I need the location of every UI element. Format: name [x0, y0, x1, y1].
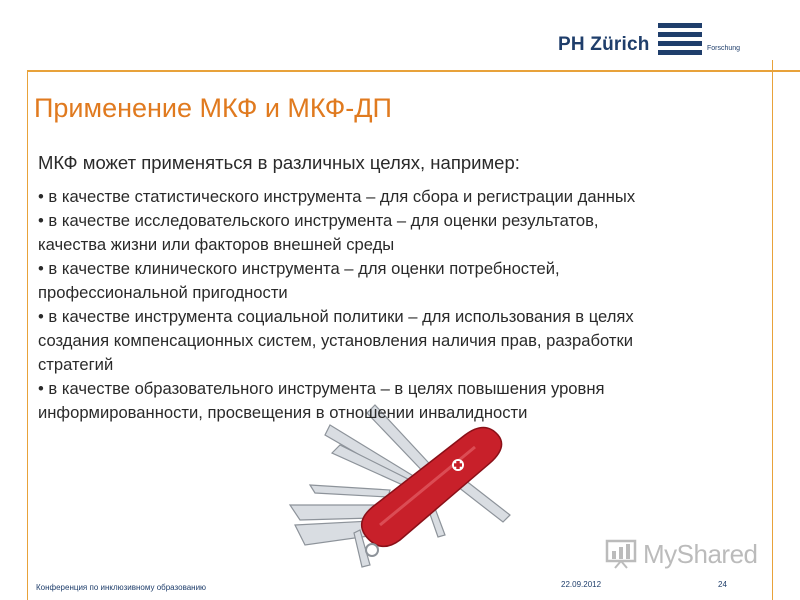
- bullet-line: • в качестве инструмента социальной политики – для использования в целях: [38, 307, 634, 326]
- presentation-board-icon: [605, 539, 637, 569]
- bullet-line: • в качестве статистического инструмента – для сбора и регистрации данных: [38, 187, 636, 206]
- list-item: [38, 257, 768, 305]
- list-item: [38, 209, 768, 257]
- intro-text: МКФ может применяться в различных целях, например:: [38, 152, 520, 173]
- frame-left-line: [27, 70, 28, 600]
- bullet-line: информированности, просвещения в отношении инвалидности: [38, 403, 528, 422]
- header-divider: [27, 70, 800, 72]
- footer-date: 22.09.2012: [561, 580, 602, 589]
- bullet-line: • в качестве образовательного инструмента – в целях повышения уровня: [38, 379, 605, 398]
- bullet-line: качества жизни или факторов внешней среды: [38, 235, 395, 254]
- bullet-line: стратегий: [38, 355, 114, 374]
- list-item: [38, 305, 768, 377]
- bullet-line: создания компенсационных систем, установления наличия прав, разработки: [38, 331, 633, 350]
- list-item: [38, 377, 768, 425]
- list-item: [38, 185, 768, 209]
- logo-subtitle: Forschung: [707, 45, 741, 52]
- bullet-list: [38, 185, 768, 425]
- bullet-line: профессиональной пригодности: [38, 283, 288, 302]
- bullet-line: • в качестве исследовательского инструмента – для оценки результатов,: [38, 211, 599, 230]
- frame-right-line: [772, 60, 773, 600]
- slide-title: Применение МКФ и МКФ-ДП: [34, 93, 392, 123]
- watermark-text: MyShared: [643, 539, 758, 569]
- logo-text: PH Zürich: [558, 34, 650, 55]
- page-number: 24: [718, 580, 727, 589]
- footer-conference: Конференция по инклюзивному образованию: [36, 583, 207, 592]
- bullet-line: • в качестве клинического инструмента – для оценки потребностей,: [38, 259, 560, 278]
- logo-stripes-icon: [658, 23, 702, 55]
